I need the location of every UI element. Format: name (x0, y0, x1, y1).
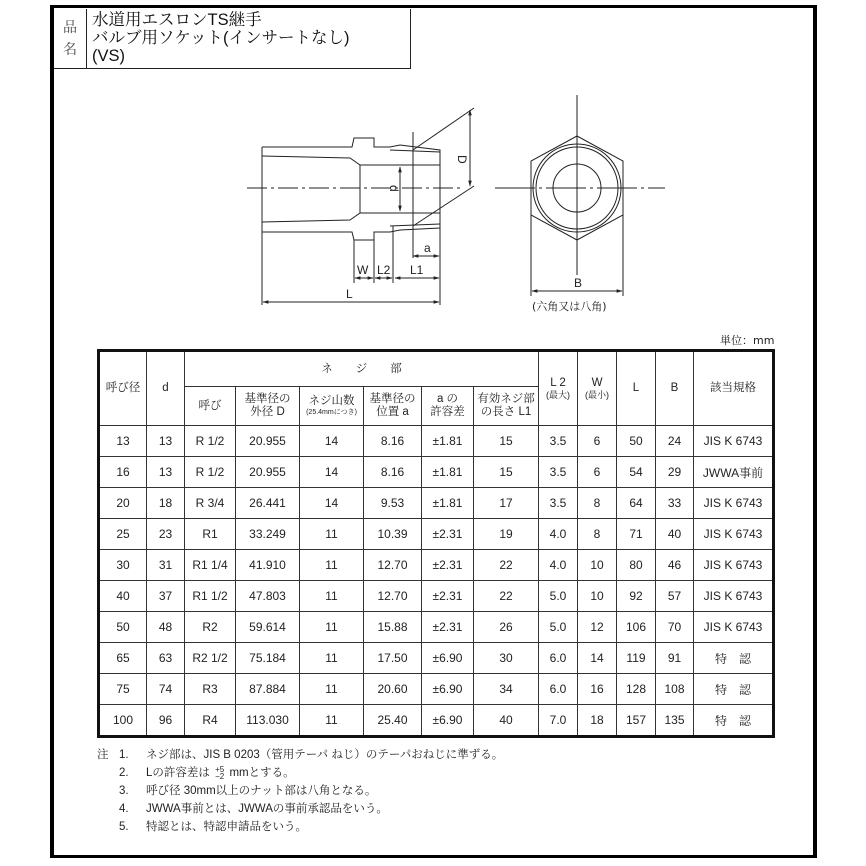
cell-B: 70 (656, 612, 694, 643)
cell-std: 特 認 (694, 705, 774, 737)
header-base-position: 基準径の 位置 a (364, 387, 422, 426)
cell-a: 12.70 (364, 581, 422, 612)
cell-count: 14 (300, 457, 364, 488)
table-row (99, 674, 774, 705)
cell-B: 135 (656, 705, 694, 737)
cell-nominal: 65 (99, 643, 147, 674)
note-item (97, 818, 503, 836)
end-view-caption: (六角又は八角) (532, 300, 607, 313)
header-standard: 該当規格 (694, 351, 774, 426)
cell-a: 10.39 (364, 519, 422, 550)
note-number: 1. (119, 749, 129, 761)
cell-thread: R3 (185, 674, 236, 705)
cell-nominal: 50 (99, 612, 147, 643)
cell-d: 74 (147, 674, 185, 705)
cell-W: 16 (578, 674, 617, 705)
cell-W: 10 (578, 550, 617, 581)
dim-label-L1: L1 (410, 263, 424, 277)
cell-tol: ±6.90 (422, 643, 474, 674)
cell-std: JIS K 6743 (694, 581, 774, 612)
cell-L1: 26 (474, 612, 539, 643)
cell-L: 92 (617, 581, 656, 612)
cell-d: 31 (147, 550, 185, 581)
header-thread-count: ネジ山数 (25.4mmにつき) (300, 387, 364, 426)
tolerance-fraction: +5 −2 (215, 764, 225, 781)
cell-L1: 19 (474, 519, 539, 550)
table-row (99, 705, 774, 737)
note-number: 3. (119, 785, 129, 797)
cell-W: 14 (578, 643, 617, 674)
cell-d: 37 (147, 581, 185, 612)
cell-d: 63 (147, 643, 185, 674)
cell-L2: 6.0 (539, 643, 578, 674)
notes-head: 注 (97, 749, 109, 761)
cell-L1: 30 (474, 643, 539, 674)
cell-tol: ±2.31 (422, 581, 474, 612)
cell-thread: R 3/4 (185, 488, 236, 519)
cell-std: 特 認 (694, 674, 774, 705)
table-row (99, 581, 774, 612)
cell-thread: R 1/2 (185, 457, 236, 488)
cell-tol: ±6.90 (422, 674, 474, 705)
cell-d: 96 (147, 705, 185, 737)
header-thread-designation: 呼び (185, 387, 236, 426)
cell-L: 71 (617, 519, 656, 550)
cell-L1: 15 (474, 426, 539, 457)
note-text: 特認とは、特認申請品をいう。 (146, 821, 307, 833)
cell-d: 13 (147, 457, 185, 488)
label-char: 名 (63, 41, 77, 58)
note-number: 4. (119, 803, 129, 815)
cell-L: 64 (617, 488, 656, 519)
cell-nominal: 25 (99, 519, 147, 550)
end-view (495, 95, 665, 296)
header-L2: L 2 (最大) (539, 351, 578, 426)
cell-std: JIS K 6743 (694, 550, 774, 581)
cell-D: 20.955 (236, 426, 300, 457)
cell-std: JIS K 6743 (694, 519, 774, 550)
dim-label-L2: L2 (377, 263, 391, 277)
cell-L1: 34 (474, 674, 539, 705)
note-number: 2. (119, 767, 129, 779)
cell-std: 特 認 (694, 643, 774, 674)
header-nominal: 呼び径 (99, 351, 147, 426)
cell-tol: ±1.81 (422, 426, 474, 457)
cell-count: 11 (300, 581, 364, 612)
cell-nominal: 40 (99, 581, 147, 612)
cell-tol: ±1.81 (422, 488, 474, 519)
cell-L2: 3.5 (539, 426, 578, 457)
cell-count: 11 (300, 519, 364, 550)
cell-L: 54 (617, 457, 656, 488)
dim-label-W: W (357, 263, 369, 277)
cell-count: 14 (300, 426, 364, 457)
table-row (99, 519, 774, 550)
cell-thread: R2 1/2 (185, 643, 236, 674)
cell-B: 40 (656, 519, 694, 550)
cell-L2: 5.0 (539, 581, 578, 612)
note-item (97, 764, 503, 782)
cell-a: 20.60 (364, 674, 422, 705)
cell-nominal: 100 (99, 705, 147, 737)
note-number: 5. (119, 821, 129, 833)
cell-D: 87.884 (236, 674, 300, 705)
cell-thread: R1 (185, 519, 236, 550)
cell-L2: 4.0 (539, 519, 578, 550)
note-text: 呼び径 30mm以上のナット部は八角となる。 (146, 785, 377, 797)
cell-tol: ±2.31 (422, 550, 474, 581)
cell-L2: 6.0 (539, 674, 578, 705)
cell-thread: R4 (185, 705, 236, 737)
label-char: 品 (63, 19, 77, 36)
cell-L2: 3.5 (539, 488, 578, 519)
notes (97, 746, 503, 836)
cell-L1: 40 (474, 705, 539, 737)
dim-label-a: a (424, 241, 431, 255)
cell-D: 75.184 (236, 643, 300, 674)
note-text: Lの許容差は +5 −2 mmとする。 (146, 764, 295, 781)
cell-B: 57 (656, 581, 694, 612)
table-row (99, 488, 774, 519)
header-d: d (147, 351, 185, 426)
cell-L2: 4.0 (539, 550, 578, 581)
cell-W: 12 (578, 612, 617, 643)
title-line: 水道用エスロンTS継手 (92, 11, 262, 29)
cell-std: JIS K 6743 (694, 612, 774, 643)
cell-L: 80 (617, 550, 656, 581)
cell-d: 18 (147, 488, 185, 519)
cell-L: 106 (617, 612, 656, 643)
cell-L1: 22 (474, 550, 539, 581)
table-row (99, 612, 774, 643)
cell-D: 47.803 (236, 581, 300, 612)
cell-B: 33 (656, 488, 694, 519)
cell-count: 11 (300, 705, 364, 737)
cell-std: JIS K 6743 (694, 426, 774, 457)
header-thread-group: ネ ジ 部 (185, 351, 539, 387)
technical-drawing (0, 0, 866, 340)
cell-a: 17.50 (364, 643, 422, 674)
cell-L: 157 (617, 705, 656, 737)
cell-a: 8.16 (364, 457, 422, 488)
table-row (99, 457, 774, 488)
unit-label: 単位：mm (720, 334, 775, 347)
cell-d: 13 (147, 426, 185, 457)
cell-L2: 3.5 (539, 457, 578, 488)
cell-thread: R1 1/4 (185, 550, 236, 581)
cell-nominal: 20 (99, 488, 147, 519)
cell-B: 24 (656, 426, 694, 457)
note-item (97, 746, 503, 764)
note-item (97, 782, 503, 800)
cell-a: 25.40 (364, 705, 422, 737)
cell-L1: 15 (474, 457, 539, 488)
header-W: W (最小) (578, 351, 617, 426)
cell-a: 12.70 (364, 550, 422, 581)
cell-a: 8.16 (364, 426, 422, 457)
dim-label-B: B (574, 276, 583, 290)
spec-table (97, 349, 775, 738)
cell-thread: R1 1/2 (185, 581, 236, 612)
cell-L1: 22 (474, 581, 539, 612)
header-B: B (656, 351, 694, 426)
cell-D: 59.614 (236, 612, 300, 643)
cell-D: 41.910 (236, 550, 300, 581)
cell-count: 11 (300, 643, 364, 674)
table-row (99, 643, 774, 674)
cell-W: 6 (578, 426, 617, 457)
cell-W: 8 (578, 488, 617, 519)
cell-D: 33.249 (236, 519, 300, 550)
table-row (99, 426, 774, 457)
cell-count: 14 (300, 488, 364, 519)
title-line: バルブ用ソケット(インサートなし) (92, 29, 350, 47)
header-tolerance: a の 許容差 (422, 387, 474, 426)
title-line: (VS) (92, 47, 125, 65)
cell-count: 11 (300, 550, 364, 581)
cell-B: 108 (656, 674, 694, 705)
cell-D: 113.030 (236, 705, 300, 737)
cell-tol: ±2.31 (422, 519, 474, 550)
cell-tol: ±2.31 (422, 612, 474, 643)
cell-nominal: 75 (99, 674, 147, 705)
dim-label-D: D (455, 155, 469, 164)
cell-a: 15.88 (364, 612, 422, 643)
cell-L2: 7.0 (539, 705, 578, 737)
note-text: ネジ部は、JIS B 0203（管用テーパ ねじ）のテーパおねじに準ずる。 (146, 749, 504, 761)
cell-B: 91 (656, 643, 694, 674)
header-effective-length: 有効ネジ部 の長さ L1 (474, 387, 539, 426)
header-L: L (617, 351, 656, 426)
dim-label-d: d (387, 185, 401, 192)
cell-std: JWWA事前 (694, 457, 774, 488)
cell-B: 46 (656, 550, 694, 581)
table-row (99, 550, 774, 581)
cell-a: 9.53 (364, 488, 422, 519)
cell-W: 6 (578, 457, 617, 488)
cell-nominal: 30 (99, 550, 147, 581)
header-base-diameter: 基準径の 外径 D (236, 387, 300, 426)
cell-L: 50 (617, 426, 656, 457)
cell-count: 11 (300, 612, 364, 643)
cell-tol: ±6.90 (422, 705, 474, 737)
cell-W: 10 (578, 581, 617, 612)
note-text: JWWA事前とは、JWWAの事前承認品をいう。 (146, 803, 388, 815)
cell-nominal: 16 (99, 457, 147, 488)
cell-nominal: 13 (99, 426, 147, 457)
note-item (97, 800, 503, 818)
cell-L: 119 (617, 643, 656, 674)
cell-L: 128 (617, 674, 656, 705)
cell-D: 20.955 (236, 457, 300, 488)
cell-tol: ±1.81 (422, 457, 474, 488)
cell-d: 23 (147, 519, 185, 550)
cell-count: 11 (300, 674, 364, 705)
cell-L1: 17 (474, 488, 539, 519)
cell-thread: R2 (185, 612, 236, 643)
cell-D: 26.441 (236, 488, 300, 519)
dim-label-L: L (346, 287, 353, 301)
cell-thread: R 1/2 (185, 426, 236, 457)
cell-std: JIS K 6743 (694, 488, 774, 519)
cell-W: 8 (578, 519, 617, 550)
cell-B: 29 (656, 457, 694, 488)
cell-L2: 5.0 (539, 612, 578, 643)
cell-d: 48 (147, 612, 185, 643)
cell-W: 18 (578, 705, 617, 737)
